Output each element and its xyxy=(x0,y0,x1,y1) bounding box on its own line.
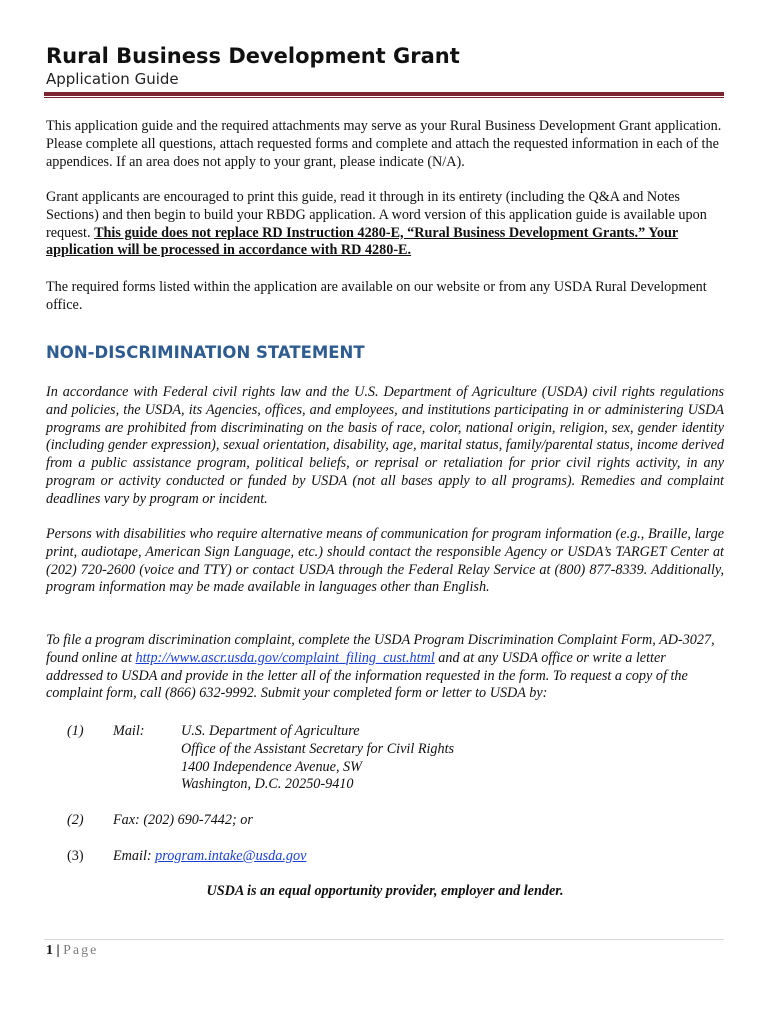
page-footer xyxy=(46,943,98,959)
intro-paragraph-2-text: Grant applicants are encouraged to print this guide, read it through in its entirety (including the Q&A and Notes Sections) and then begin to build your RBDG application. A word version of this application guide is available upon request. xyxy=(46,189,707,241)
option-fax-text: Fax: (202) 690-7442; or xyxy=(113,812,253,828)
footer-rule xyxy=(44,939,724,940)
option-mail-number: (1) xyxy=(67,723,84,739)
address-line: U.S. Department of Agriculture xyxy=(181,723,360,739)
option-email-text xyxy=(113,848,306,866)
option-mail-label: Mail: xyxy=(113,723,145,739)
complaint-paragraph xyxy=(46,632,724,703)
email-link[interactable]: program.intake@usda.gov xyxy=(155,848,307,864)
page-subtitle: Application Guide xyxy=(46,70,179,88)
address-line: Washington, D.C. 20250-9410 xyxy=(181,776,354,793)
complaint-text-start: To file a program discrimination complaint, complete the USDA Program Discrimination Complaint Form, AD-3027, found online at xyxy=(46,632,715,666)
page-label: Page xyxy=(63,943,99,958)
complaint-form-link[interactable]: http://www.ascr.usda.gov/complaint_filing_cust.html xyxy=(135,649,435,666)
page-number: 1 xyxy=(46,943,53,958)
intro-paragraph-3: The required forms listed within the application are available on our website or from any USDA Rural Development office. xyxy=(46,279,707,313)
complaint-text-end: and at any USDA office or write a letter addressed to USDA and provide in the letter all of the information requested in the form. To request a copy of the complaint form, call (866) 632-9992. Submit your completed form or letter to USDA by: xyxy=(46,649,688,702)
option-email-number: (3) xyxy=(67,848,84,864)
option-email-label: Email: xyxy=(113,848,156,864)
rd-instruction-notice: This guide does not replace RD Instruction 4280-E, “Rural Business Development Grants.” Your application will be processed in accordance with RD 4280-E. xyxy=(46,224,679,259)
option-fax-number: (2) xyxy=(67,812,84,828)
intro-paragraph-2 xyxy=(46,189,724,260)
nondiscrimination-paragraph-1: In accordance with Federal civil rights law and the U.S. Department of Agriculture (USDA) civil rights regulations and policies, the USDA, its Agencies, offices, and employees, and institutions participating in or administering USDA programs are prohibited from discriminating on the basis of race, color, national origin, religion, sex, gender identity (including gender expression), sexual orientation, disability, age, marital status, family/parental status, income derived from a public assistance program, political beliefs, or reprisal or retaliation for prior civil rights activity, in any program or activity conducted or funded by USDA (not all bases apply to all programs). Remedies and complaint deadlines vary by program or incident. xyxy=(46,384,724,507)
header-rule xyxy=(44,92,724,96)
nondiscrimination-paragraph-2: Persons with disabilities who require alternative means of communication for program information (e.g., Braille, large print, audiotape, American Sign Language, etc.) should contact the responsible Agency or USDA’s TARGET Center at (202) 720-2600 (voice and TTY) or contact USDA through the Federal Relay Service at (800) 877-8339. Additionally, program information may be made available in languages other than English. xyxy=(46,526,724,596)
header-rule-thin xyxy=(44,97,724,98)
mailing-address xyxy=(181,723,454,794)
footer-separator: | xyxy=(53,943,64,958)
page-title: Rural Business Development Grant xyxy=(46,44,460,68)
address-line: 1400 Independence Avenue, SW xyxy=(181,758,362,775)
equal-opportunity-statement: USDA is an equal opportunity provider, employer and lender. xyxy=(206,883,564,899)
address-line: Office of the Assistant Secretary for Civil Rights xyxy=(181,740,455,757)
nondiscrimination-heading: NON-DISCRIMINATION STATEMENT xyxy=(46,343,365,362)
intro-paragraph-1: This application guide and the required attachments may serve as your Rural Business Development Grant application. Please complete all questions, attach requested forms and complete and attach the requested information in each of the appendices. If an area does not apply to your grant, please indicate (N/A). xyxy=(46,118,722,170)
